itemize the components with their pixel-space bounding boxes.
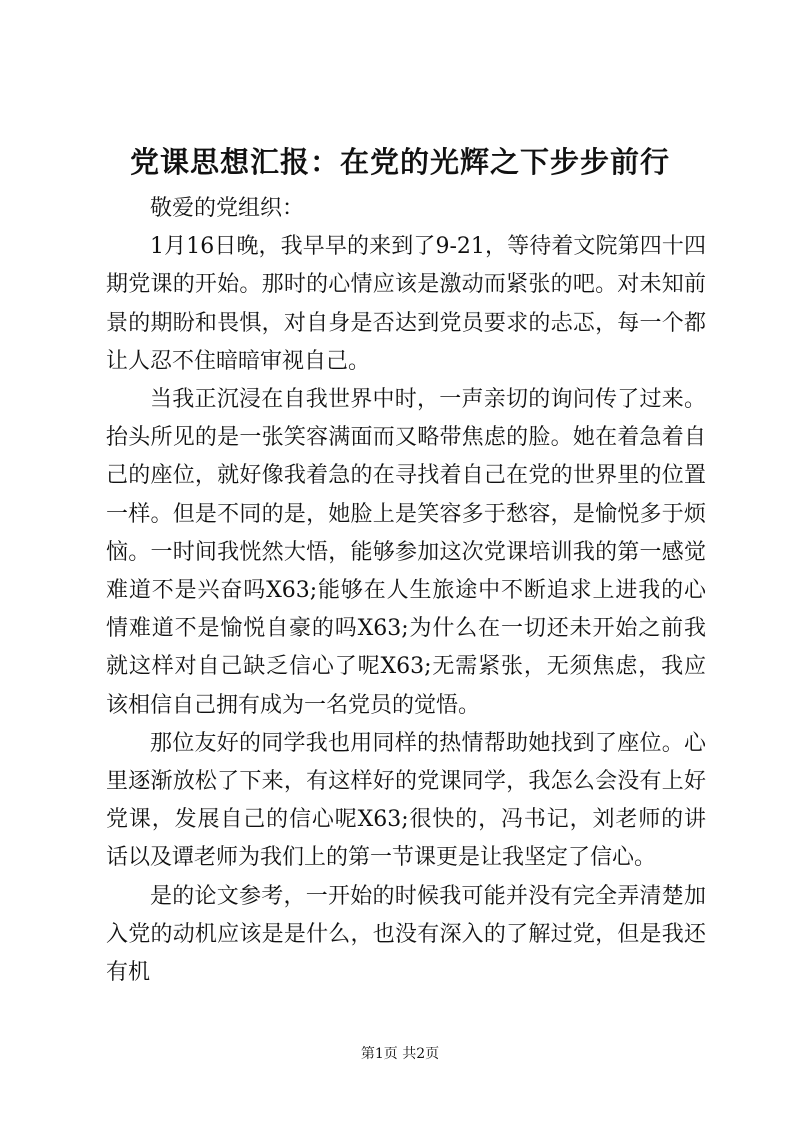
greeting-paragraph: 敬爱的党组织：	[150, 196, 305, 221]
body-paragraph: 1月16日晚，我早早的来到了9-21，等待着文院第四十四期党课的开始。那时的心情应该是激动而紧张的吧。对未知前景的期盼和畏惧，对自身是否达到党员要求的忐忑，每一个都让人忍不住暗暗审视自己。	[106, 234, 706, 374]
document-title: 党课思想汇报：在党的光辉之下步步前行	[129, 145, 670, 179]
body-paragraph: 是的论文参考，一开始的时候我可能并没有完全弄清楚加入党的动机应该是是什么，也没有深入的了解过党，但是我还有机	[106, 883, 706, 986]
page-footer: 第1页 共2页	[360, 1046, 440, 1062]
body-paragraph: 当我正沉浸在自我世界中时，一声亲切的询问传了过来。抬头所见的是一张笑容满面而又略带焦虑的脸。她在着急着自己的座位，就好像我着急的在寻找着自己在党的世界里的位置一样。但是不同的是，她脸上是笑容多于愁容，是愉悦多于烦恼。一时间我恍然大悟，能够参加这次党课培训我的第一感觉难道不是兴奋吗X63;能够在人生旅途中不断追求上进我的心情难道不是愉悦自豪的吗X63;为什么在一切还未开始之前我就这样对自己缺乏信心了呢X63;无需紧张，无须焦虑，我应该相信自己拥有成为一名党员的觉悟。	[106, 387, 706, 718]
document-body	[106, 190, 706, 992]
body-paragraph: 那位友好的同学我也用同样的热情帮助她找到了座位。心里逐渐放松了下来，有这样好的党课同学，我怎么会没有上好党课，发展自己的信心呢X63;很快的，冯书记，刘老师的讲话以及谭老师为我们上的第一节课更是让我坚定了信心。	[106, 730, 706, 871]
